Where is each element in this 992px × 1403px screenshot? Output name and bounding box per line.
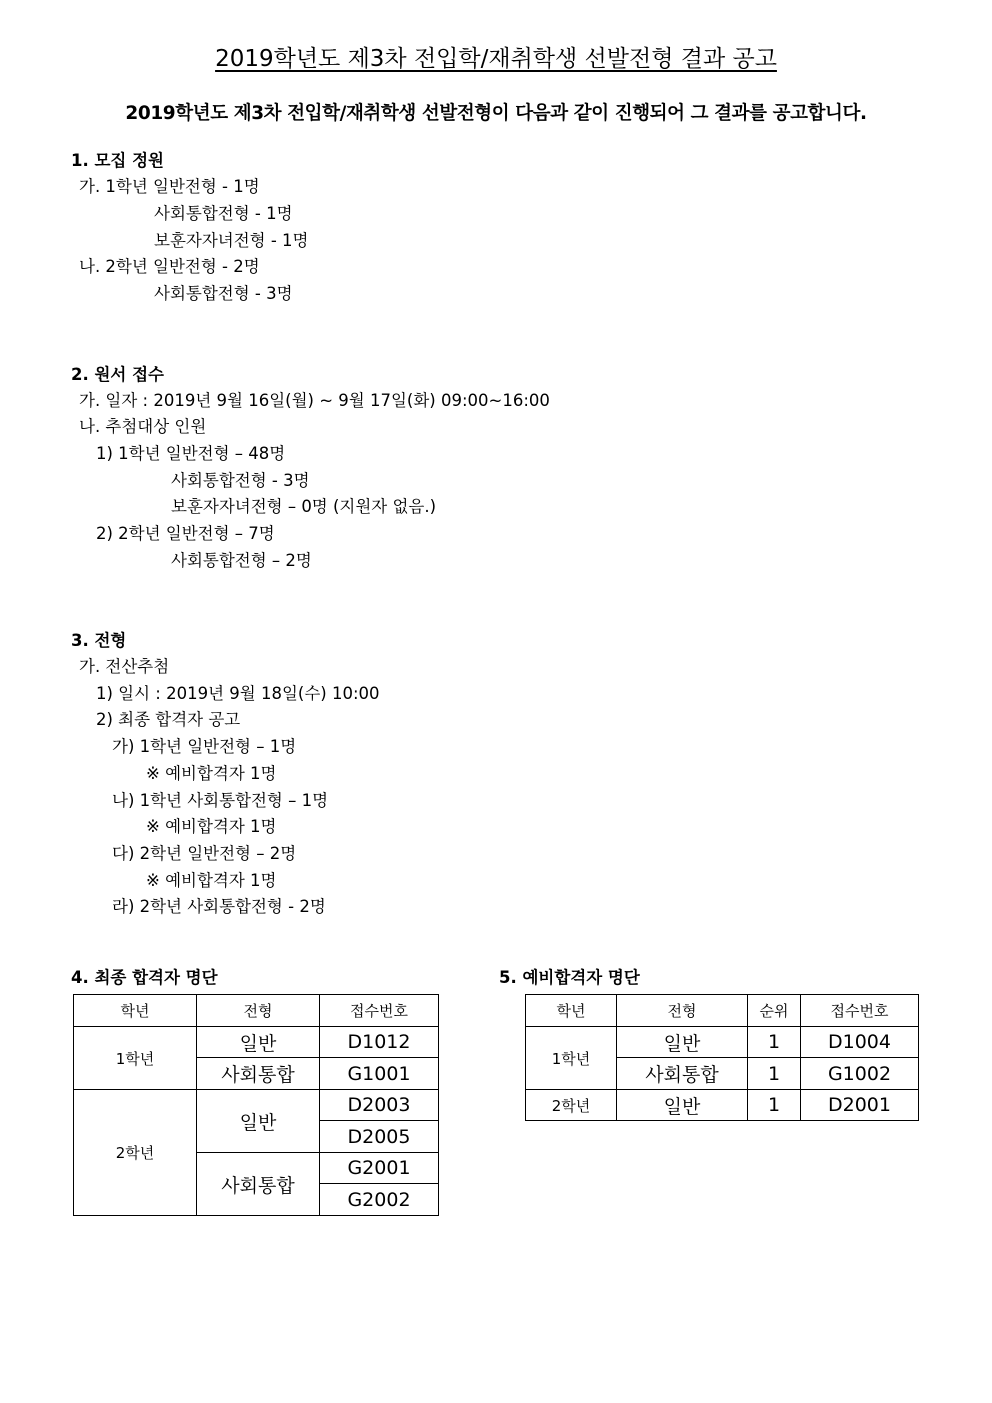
rank-cell: 1: [748, 1058, 801, 1090]
header-cell: 학년: [74, 995, 197, 1027]
s3-line-8: 다) 2학년 일반전형 – 2명: [112, 844, 297, 863]
s2-line-4: 사회통합전형 - 3명: [171, 471, 310, 490]
grade-cell: 1학년: [526, 1027, 617, 1090]
table-header-row: [74, 995, 439, 1027]
document-title: 2019학년도 제3차 전입학/재취학생 선발전형 결과 공고: [215, 46, 777, 72]
header-cell: 접수번호: [320, 995, 439, 1027]
s3-line-10: 라) 2학년 사회통합전형 - 2명: [112, 897, 326, 916]
header-cell: 순위: [748, 995, 801, 1027]
table-row: [526, 1027, 919, 1058]
section-3-heading: 3. 전형: [71, 631, 127, 650]
s2-line-6: 2) 2학년 일반전형 – 7명: [96, 524, 275, 543]
s2-line-5: 보훈자자녀전형 – 0명 (지원자 없음.): [171, 497, 437, 516]
receipt-number-cell: D2005: [320, 1121, 439, 1153]
receipt-number-cell: G2001: [320, 1153, 439, 1184]
section-5-heading: 5. 예비합격자 명단: [499, 968, 640, 987]
type-cell: 사회통합: [197, 1153, 320, 1216]
rank-cell: 1: [748, 1027, 801, 1058]
table-row: [74, 1090, 439, 1121]
s3-line-7: ※ 예비합격자 1명: [146, 817, 277, 836]
s3-line-6: 나) 1학년 사회통합전형 – 1명: [112, 791, 329, 810]
table-header-row: [526, 995, 919, 1027]
section-1-heading: 1. 모집 정원: [71, 151, 164, 170]
grade-cell: 2학년: [74, 1090, 197, 1216]
table-row: [526, 1090, 919, 1121]
type-cell: 사회통합: [617, 1058, 748, 1090]
s3-line-9: ※ 예비합격자 1명: [146, 871, 277, 890]
header-cell: 전형: [617, 995, 748, 1027]
receipt-number-cell: D1004: [801, 1027, 919, 1058]
s2-line-1: 가. 일자 : 2019년 9월 16일(월) ~ 9월 17일(화) 09:00~16:00: [79, 391, 550, 410]
s3-line-2: 1) 일시 : 2019년 9월 18일(수) 10:00: [96, 684, 380, 703]
s1-line-5: 사회통합전형 - 3명: [154, 284, 293, 303]
s1-line-1: 가. 1학년 일반전형 - 1명: [79, 177, 260, 196]
receipt-number-cell: G1002: [801, 1058, 919, 1090]
s3-line-1: 가. 전산추첨: [79, 657, 170, 676]
document-subtitle: 2019학년도 제3차 전입학/재취학생 선발전형이 다음과 같이 진행되어 그 결과를 공고합니다.: [125, 103, 867, 124]
rank-cell: 1: [748, 1090, 801, 1121]
s1-line-4: 나. 2학년 일반전형 - 2명: [79, 257, 260, 276]
type-cell: 일반: [197, 1027, 320, 1058]
receipt-number-cell: G2002: [320, 1184, 439, 1216]
s1-line-3: 보훈자자녀전형 - 1명: [154, 231, 309, 250]
s2-line-7: 사회통합전형 – 2명: [171, 551, 312, 570]
grade-cell: 2학년: [526, 1090, 617, 1121]
type-cell: 일반: [617, 1027, 748, 1058]
section-4-heading: 4. 최종 합격자 명단: [71, 968, 218, 987]
type-cell: 일반: [617, 1090, 748, 1121]
receipt-number-cell: G1001: [320, 1058, 439, 1090]
s3-line-4: 가) 1학년 일반전형 – 1명: [112, 737, 297, 756]
type-cell: 사회통합: [197, 1058, 320, 1090]
header-cell: 전형: [197, 995, 320, 1027]
table-row: [74, 1027, 439, 1058]
receipt-number-cell: D2001: [801, 1090, 919, 1121]
s3-line-3: 2) 최종 합격자 공고: [96, 710, 241, 729]
header-cell: 학년: [526, 995, 617, 1027]
grade-cell: 1학년: [74, 1027, 197, 1090]
reserve-pass-table: [525, 994, 919, 1121]
type-cell: 일반: [197, 1090, 320, 1153]
section-2-heading: 2. 원서 접수: [71, 365, 164, 384]
receipt-number-cell: D1012: [320, 1027, 439, 1058]
s2-line-3: 1) 1학년 일반전형 – 48명: [96, 444, 286, 463]
receipt-number-cell: D2003: [320, 1090, 439, 1121]
final-pass-table: [73, 994, 439, 1216]
s2-line-2: 나. 추첨대상 인원: [79, 417, 207, 436]
header-cell: 접수번호: [801, 995, 919, 1027]
s1-line-2: 사회통합전형 - 1명: [154, 204, 293, 223]
s3-line-5: ※ 예비합격자 1명: [146, 764, 277, 783]
